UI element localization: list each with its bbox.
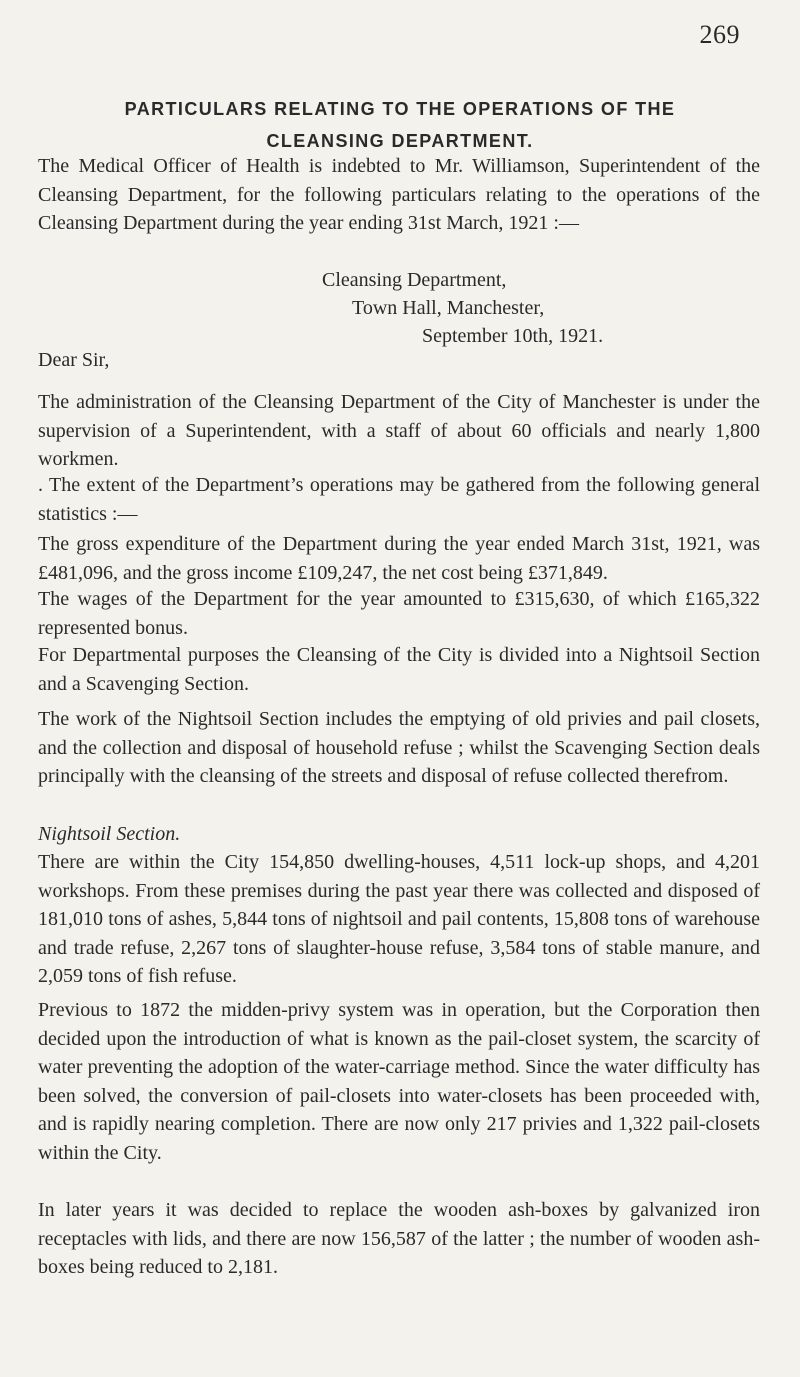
paragraph-sections: For Departmental purposes the Cleansing of the City is divided into a Nightsoil Section and a Scavenging Section. (38, 644, 760, 695)
heading-line-2: CLEANSING DEPARTMENT. (266, 131, 534, 151)
paragraph-extent: . The extent of the Department’s operations may be gathered from the following general statistics :— (38, 474, 760, 525)
paragraph-nightsoil-work: The work of the Nightsoil Section includes the emptying of old privies and pail closets, and the collection and disposal of household refuse ; whilst the Scavenging Section deals principally with the cleansing of the streets and disposal of refuse collected therefrom. (38, 708, 760, 787)
paragraph-history: Previous to 1872 the midden-privy system was in operation, but the Corporation then decided upon the introduction of what is known as the pail-closet system, the scarcity of water preventing the adoption of the water-carriage method. Since the water difficulty has been solved, the conversion of pail-closets into water-closets has been proceeded with, and is rapidly nearing completion. There are now only 217 privies and 1,322 pail-closets within the City. (38, 999, 760, 1164)
document-heading (40, 93, 760, 157)
paragraph-wages: The wages of the Department for the year amounted to £315,630, of which £165,322 represented bonus. (38, 588, 760, 639)
page-number: 269 (699, 20, 740, 49)
section-title-nightsoil: Nightsoil Section. (38, 823, 181, 845)
salutation: Dear Sir, (38, 349, 110, 371)
address-line-3: September 10th, 1921. (422, 325, 604, 347)
address-line-2: Town Hall, Manchester, (352, 297, 545, 319)
paragraph-premises: There are within the City 154,850 dwelling-houses, 4,511 lock-up shops, and 4,201 workshops. From these premises during the past year there was collected and disposed of 181,010 tons of ashes, 5,844 tons of nightsoil and pail contents, 15,808 tons of warehouse and trade refuse, 2,267 tons of slaughter-house refuse, 3,584 tons of stable manure, and 2,059 tons of fish refuse. (38, 851, 760, 987)
intro-paragraph: The Medical Officer of Health is indebted to Mr. Williamson, Superintendent of the Cleansing Department, for the following particulars relating to the operations of the Cleansing Department during the year ending 31st March, 1921 :— (38, 155, 760, 234)
paragraph-ash-boxes: In later years it was decided to replace the wooden ash-boxes by galvanized iron receptacles with lids, and there are now 156,587 of the latter ; the number of wooden ash-boxes being reduced to 2,181. (38, 1199, 760, 1278)
heading-line-1: PARTICULARS RELATING TO THE OPERATIONS OF THE (124, 99, 676, 119)
paragraph-administration: The administration of the Cleansing Department of the City of Manchester is under the supervision of a Superintendent, with a staff of about 60 officials and nearly 1,800 workmen. (38, 391, 760, 470)
paragraph-expenditure: The gross expenditure of the Department during the year ended March 31st, 1921, was £481,096, and the gross income £109,247, the net cost being £371,849. (38, 533, 760, 584)
address-line-1: Cleansing Department, (322, 269, 507, 291)
